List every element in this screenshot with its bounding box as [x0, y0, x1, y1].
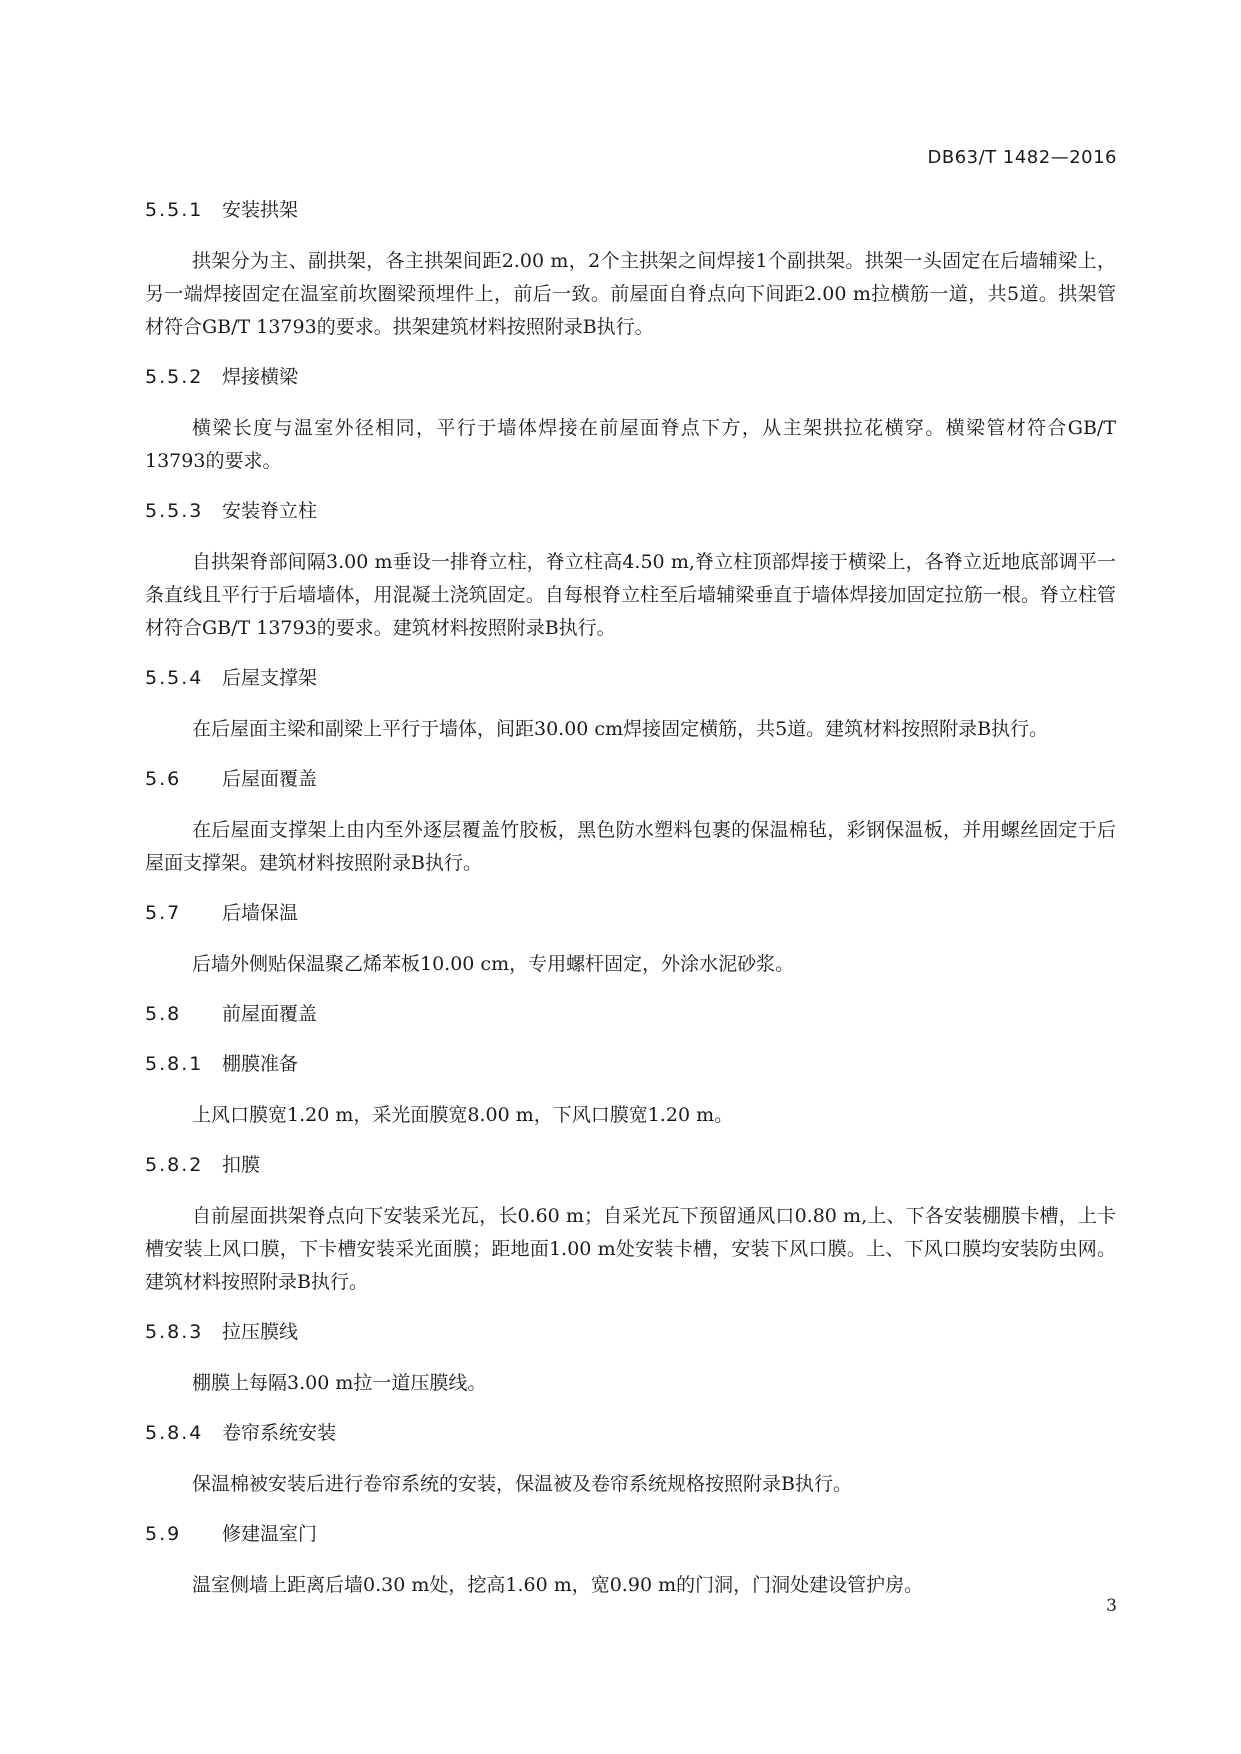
- section-title: 后墙保温: [222, 902, 299, 924]
- paragraph-5-5-2: 横梁长度与温室外径相同，平行于墙体焊接在前屋面脊点下方，从主架拱拉花横穿。横梁管材符合GB/T 13793的要求。: [145, 417, 1116, 472]
- section-heading-5-5-1: [145, 195, 1116, 225]
- section-number: 5.5.2: [145, 366, 204, 388]
- section-number: 5.8: [145, 1003, 182, 1025]
- section-title: 后屋支撑架: [222, 667, 318, 689]
- section-title: 安装拱架: [222, 199, 299, 221]
- section-title: 卷帘系统安装: [222, 1422, 337, 1444]
- section-title: 扣膜: [222, 1154, 261, 1176]
- paragraph-5-8-2: 自前屋面拱架脊点向下安装采光瓦，长0.60 m；自采光瓦下预留通风口0.80 m,上、下各安装棚膜卡槽，上卡槽安装上风口膜，下卡槽安装采光面膜；距地面1.00 m处安装卡槽，安装下风口膜。上、下风口膜均安装防虫网。建筑材料按照附录B执行。: [145, 1205, 1116, 1293]
- paragraph-5-5-3: 自拱架脊部间隔3.00 m垂设一排脊立柱，脊立柱高4.50 m,脊立柱顶部焊接于横梁上，各脊立近地底部调平一条直线且平行于后墙墙体，用混凝土浇筑固定。自每根脊立柱至后墙辅梁垂直于墙体焊接加固定拉筋一根。脊立柱管材符合GB/T 13793的要求。建筑材料按照附录B执行。: [145, 551, 1116, 639]
- section-title: 后屋面覆盖: [222, 768, 318, 790]
- section-heading-5-8-2: [145, 1150, 1116, 1180]
- section-title: 焊接横梁: [222, 366, 299, 388]
- section-heading-5-6: [145, 764, 1116, 794]
- section-heading-5-5-3: [145, 496, 1116, 526]
- section-number: 5.5.3: [145, 500, 204, 522]
- paragraph-5-7: 后墙外侧贴保温聚乙烯苯板10.00 cm，专用螺杆固定，外涂水泥砂浆。: [192, 953, 795, 975]
- section-title: 拉压膜线: [222, 1321, 299, 1343]
- section-title: 前屋面覆盖: [222, 1003, 318, 1025]
- section-heading-5-9: [145, 1519, 1116, 1549]
- document-body: [145, 195, 1116, 1620]
- section-heading-5-8-3: [145, 1317, 1116, 1347]
- paragraph-5-8-3: 棚膜上每隔3.00 m拉一道压膜线。: [192, 1372, 487, 1394]
- section-number: 5.9: [145, 1523, 182, 1545]
- paragraph-5-8-1: 上风口膜宽1.20 m，采光面膜宽8.00 m，下风口膜宽1.20 m。: [192, 1104, 734, 1126]
- section-heading-5-5-4: [145, 663, 1116, 693]
- section-number: 5.8.1: [145, 1053, 204, 1075]
- section-heading-5-8: [145, 999, 1116, 1029]
- paragraph-5-6: 在后屋面支撑架上由内至外逐层覆盖竹胶板，黑色防水塑料包裹的保温棉毡，彩钢保温板，并用螺丝固定于后屋面支撑架。建筑材料按照附录B执行。: [145, 819, 1116, 874]
- section-heading-5-7: [145, 898, 1116, 928]
- section-title: 棚膜准备: [222, 1053, 299, 1075]
- section-heading-5-8-4: [145, 1418, 1116, 1448]
- section-title: 修建温室门: [222, 1523, 318, 1545]
- paragraph-5-5-4: 在后屋面主梁和副梁上平行于墙体，间距30.00 cm焊接固定横筋，共5道。建筑材料按照附录B执行。: [192, 718, 1049, 740]
- paragraph-5-5-1: 拱架分为主、副拱架，各主拱架间距2.00 m，2个主拱架之间焊接1个副拱架。拱架一头固定在后墙辅梁上，另一端焊接固定在温室前坎圈梁预埋件上，前后一致。前屋面自脊点向下间距2.00 m拉横筋一道，共5道。拱架管材符合GB/T 13793的要求。拱架建筑材料按照附录B执行。: [145, 250, 1116, 338]
- page-number: 3: [1106, 1596, 1117, 1616]
- section-number: 5.6: [145, 768, 182, 790]
- section-number: 5.5.1: [145, 199, 204, 221]
- section-title: 安装脊立柱: [222, 500, 318, 522]
- section-number: 5.8.3: [145, 1321, 204, 1343]
- section-heading-5-8-1: [145, 1049, 1116, 1079]
- document-code: DB63/T 1482—2016: [927, 147, 1117, 168]
- section-number: 5.5.4: [145, 667, 204, 689]
- section-number: 5.8.4: [145, 1422, 204, 1444]
- section-number: 5.8.2: [145, 1154, 204, 1176]
- paragraph-5-9: 温室侧墙上距离后墙0.30 m处，挖高1.60 m，宽0.90 m的门洞，门洞处建设管护房。: [192, 1574, 924, 1596]
- section-number: 5.7: [145, 902, 182, 924]
- paragraph-5-8-4: 保温棉被安装后进行卷帘系统的安装，保温被及卷帘系统规格按照附录B执行。: [192, 1473, 852, 1495]
- section-heading-5-5-2: [145, 362, 1116, 392]
